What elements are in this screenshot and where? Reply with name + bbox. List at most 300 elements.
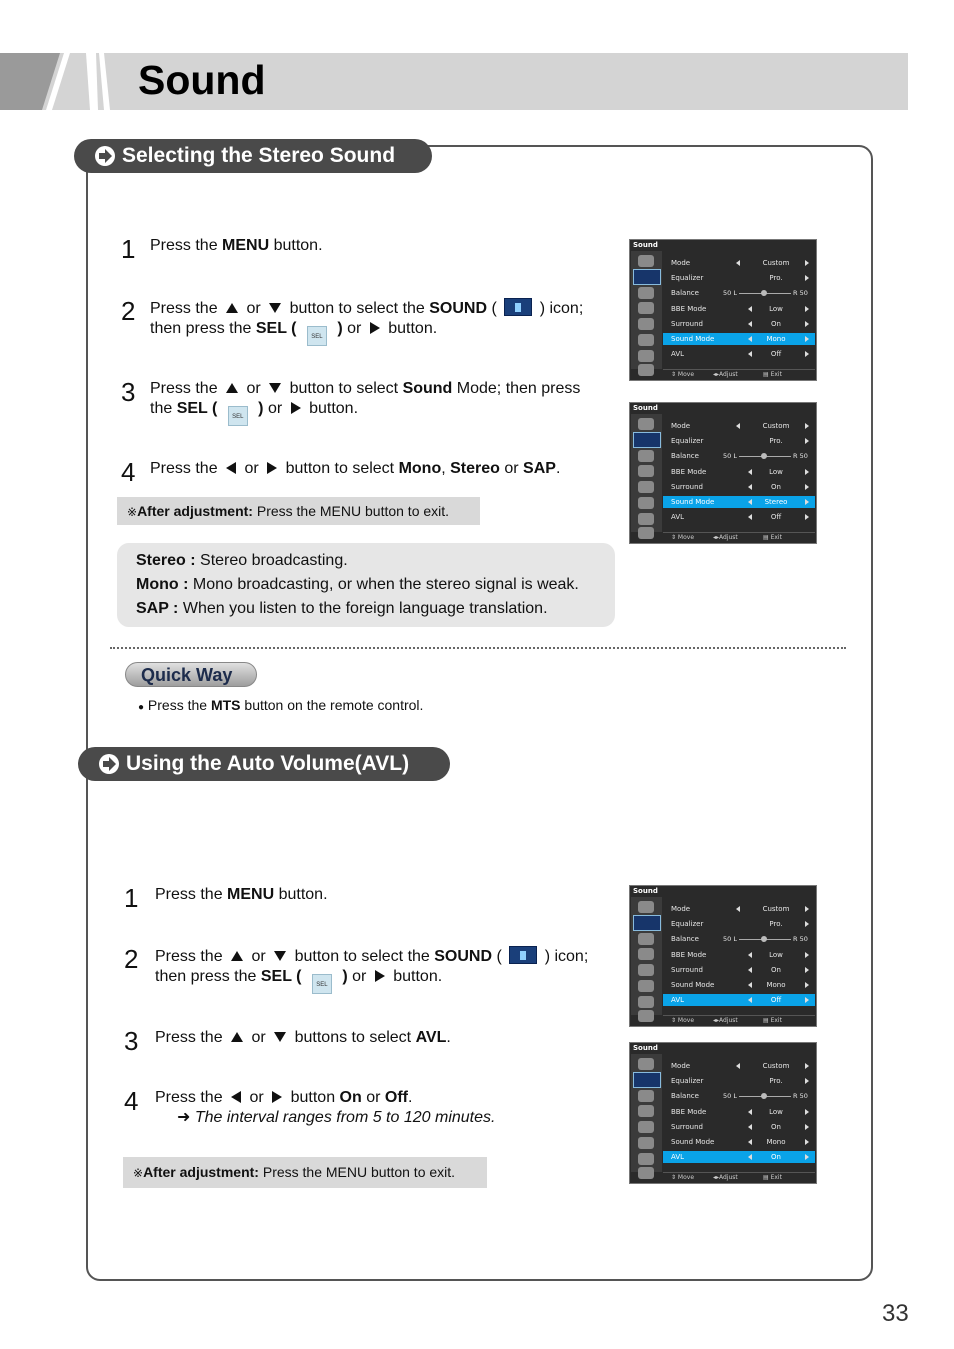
sel-button-icon: SEL	[307, 326, 327, 346]
osd-menu-icon	[638, 996, 654, 1008]
osd-row-label: Surround	[671, 1123, 703, 1131]
text-bold: Off	[384, 1089, 408, 1106]
osd-menu-icon	[638, 980, 654, 992]
page-number: 33	[882, 1300, 909, 1327]
osd-row-value: On	[771, 483, 781, 491]
step-text	[155, 946, 610, 994]
osd-menu-row	[663, 272, 815, 284]
osd-row-label: Mode	[671, 1062, 691, 1070]
definition-desc: Stereo broadcasting.	[195, 552, 348, 569]
text: button.	[269, 237, 323, 254]
osd-balance-left: 50 L	[723, 1092, 737, 1100]
text: button to select	[281, 460, 399, 477]
definition-term: Stereo :	[136, 552, 196, 569]
osd-footer-adjust: ◂▸Adjust	[713, 371, 738, 378]
osd-menu-row	[663, 511, 815, 523]
osd-sound-menu-screen	[629, 239, 817, 381]
osd-row-label: BBE Mode	[671, 468, 707, 476]
bullet: ●	[138, 702, 145, 713]
osd-balance-left: 50 L	[723, 452, 737, 460]
right-arrow-icon	[370, 322, 380, 334]
osd-row-label: Balance	[671, 452, 699, 460]
text: the	[150, 400, 177, 417]
osd-footer-move: ⇕ Move	[671, 371, 695, 378]
osd-row-value: On	[771, 1153, 781, 1161]
up-arrow-icon	[226, 383, 238, 393]
osd-menu-icon	[638, 901, 654, 913]
section-heading-stereo	[74, 139, 432, 173]
section-heading-avl	[78, 747, 450, 781]
text: or	[247, 948, 271, 965]
osd-row-label: Sound Mode	[671, 498, 715, 506]
osd-row-value: Stereo	[764, 498, 788, 506]
osd-sound-menu-screen	[629, 885, 817, 1027]
text: button.	[388, 968, 443, 985]
osd-row-value: Custom	[762, 905, 790, 913]
osd-menu-row	[663, 481, 815, 493]
text: then press the	[155, 968, 261, 985]
osd-row-label: AVL	[671, 996, 685, 1004]
osd-menu-icon	[638, 1105, 654, 1117]
osd-menu-icon	[638, 364, 654, 376]
text-bold: On	[339, 1089, 362, 1106]
osd-right-arrow-icon	[805, 1139, 809, 1145]
osd-right-arrow-icon	[805, 906, 809, 912]
text-bold: AVL	[415, 1029, 447, 1046]
osd-row-value: Off	[770, 513, 782, 521]
osd-left-arrow-icon	[736, 423, 740, 429]
osd-left-arrow-icon	[748, 952, 752, 958]
osd-menu-icon	[638, 255, 654, 267]
right-arrow-icon	[375, 970, 385, 982]
osd-row-value: Low	[769, 951, 783, 959]
osd-row-value: Low	[769, 305, 783, 313]
osd-left-arrow-icon	[748, 469, 752, 475]
down-arrow-icon	[269, 383, 281, 393]
osd-footer	[663, 532, 815, 541]
text: or	[342, 320, 366, 337]
osd-menu-icon	[638, 418, 654, 430]
text-bold: SEL (	[260, 968, 306, 985]
osd-menu-icon	[638, 1010, 654, 1022]
definition-sap	[136, 597, 615, 621]
osd-row-value: Custom	[762, 422, 790, 430]
osd-menu-row	[663, 1136, 815, 1148]
page-title: Sound	[138, 57, 266, 103]
osd-menu-row	[663, 420, 815, 432]
note-text: Press the MENU button to exit.	[258, 1164, 456, 1180]
step-text	[155, 1028, 451, 1048]
osd-balance-knob	[761, 453, 767, 459]
step-number: 1	[121, 234, 136, 264]
osd-balance-right: R 50	[793, 1092, 808, 1100]
section-heading-text: Selecting the Stereo Sound	[122, 144, 396, 167]
text: Press the	[155, 1089, 228, 1106]
text: button to select	[285, 380, 403, 397]
osd-balance-left: 50 L	[723, 935, 737, 943]
osd-menu-icon	[638, 1121, 654, 1133]
left-arrow-icon	[226, 462, 236, 474]
text: Press the	[155, 948, 228, 965]
left-arrow-icon	[231, 1091, 241, 1103]
osd-row-label: Equalizer	[671, 274, 704, 282]
text-bold: Sound	[402, 380, 453, 397]
osd-menu-row	[663, 496, 815, 508]
osd-footer-move: ⇕ Move	[671, 1017, 695, 1024]
text: ) icon;	[535, 300, 584, 317]
text: Press the	[144, 697, 211, 713]
osd-menu-row	[663, 1151, 815, 1163]
osd-row-label: Sound Mode	[671, 335, 715, 343]
text: button to select the	[285, 300, 430, 317]
osd-menu-icon	[638, 465, 654, 477]
text: button	[286, 1089, 340, 1106]
header-stripes-graphic	[0, 53, 120, 110]
text-bold: SEL (	[176, 400, 222, 417]
osd-menu-icon	[638, 497, 654, 509]
osd-menu-icon	[638, 527, 654, 539]
text: .	[555, 460, 561, 477]
text: or	[247, 1029, 271, 1046]
osd-left-arrow-icon	[736, 260, 740, 266]
definition-desc: Mono broadcasting, or when the stereo signal is weak.	[188, 576, 579, 593]
osd-left-arrow-icon	[748, 306, 752, 312]
text-bold: Mono	[398, 460, 442, 477]
text: or	[242, 380, 266, 397]
text: button.	[383, 320, 438, 337]
text-bold: SEL (	[255, 320, 301, 337]
osd-row-value: Mono	[766, 981, 786, 989]
osd-row-label: BBE Mode	[671, 305, 707, 313]
osd-row-value: Pro.	[769, 274, 783, 282]
text-bold: )	[337, 968, 348, 985]
osd-menu-row	[663, 348, 815, 360]
osd-menu-row	[663, 1106, 815, 1118]
osd-menu-icon	[638, 513, 654, 525]
osd-row-value: Pro.	[769, 1077, 783, 1085]
text: buttons to select	[290, 1029, 416, 1046]
arrow-right-icon: ➜	[177, 1109, 191, 1126]
osd-footer-exit: ▤ Exit	[763, 371, 782, 378]
osd-left-arrow-icon	[748, 514, 752, 520]
osd-footer-adjust: ◂▸Adjust	[713, 1174, 738, 1181]
text: or	[499, 460, 524, 477]
osd-right-arrow-icon	[805, 952, 809, 958]
osd-sound-menu-screen	[629, 1042, 817, 1184]
text: ,	[441, 460, 451, 477]
text: Press the	[150, 300, 223, 317]
definition-mono	[136, 573, 615, 597]
osd-sound-icon	[633, 915, 661, 931]
osd-left-arrow-icon	[748, 484, 752, 490]
text: Press the	[155, 1029, 228, 1046]
osd-menu-icon	[638, 450, 654, 462]
osd-balance-left: 50 L	[723, 289, 737, 297]
osd-row-value: Custom	[762, 259, 790, 267]
osd-footer-adjust: ◂▸Adjust	[713, 534, 738, 541]
osd-left-arrow-icon	[748, 1109, 752, 1115]
step-number: 3	[124, 1026, 139, 1056]
osd-right-arrow-icon	[805, 351, 809, 357]
osd-menu-row	[663, 918, 815, 930]
osd-menu-icon	[638, 948, 654, 960]
osd-right-arrow-icon	[805, 336, 809, 342]
text: then press the	[150, 320, 256, 337]
text-bold: SOUND	[429, 300, 488, 317]
osd-right-arrow-icon	[805, 306, 809, 312]
osd-menu-row	[663, 964, 815, 976]
sound-menu-icon	[509, 946, 537, 964]
definition-term: SAP :	[136, 600, 179, 617]
sel-button-icon: SEL	[228, 406, 248, 426]
osd-menu-icon	[638, 318, 654, 330]
osd-menu-icon	[638, 350, 654, 362]
osd-menu-icon	[638, 302, 654, 314]
step-number: 2	[124, 944, 139, 974]
text-bold: SOUND	[434, 948, 493, 965]
down-arrow-icon	[269, 303, 281, 313]
osd-right-arrow-icon	[805, 967, 809, 973]
definition-stereo	[136, 549, 615, 573]
osd-right-arrow-icon	[805, 438, 809, 444]
osd-row-value: Mono	[766, 1138, 786, 1146]
text: Press the	[150, 460, 223, 477]
osd-right-arrow-icon	[805, 514, 809, 520]
step-text	[150, 459, 560, 479]
text-bold: MENU	[227, 886, 275, 903]
right-arrow-icon	[267, 462, 277, 474]
osd-menu-row	[663, 994, 815, 1006]
osd-footer-exit: ▤ Exit	[763, 1174, 782, 1181]
osd-row-label: Surround	[671, 966, 703, 974]
osd-left-arrow-icon	[748, 1124, 752, 1130]
osd-menu-row	[663, 1060, 815, 1072]
osd-menu-row	[663, 257, 815, 269]
text-bold: MTS	[210, 697, 241, 713]
osd-menu-row	[663, 435, 815, 447]
osd-row-value: On	[771, 966, 781, 974]
osd-menu-icon	[638, 1090, 654, 1102]
osd-right-arrow-icon	[805, 469, 809, 475]
step-text	[150, 379, 610, 426]
osd-right-arrow-icon	[805, 499, 809, 505]
text-italic: The interval ranges from 5 to 120 minutes.	[194, 1109, 496, 1126]
osd-footer-exit: ▤ Exit	[763, 1017, 782, 1024]
osd-row-value: Low	[769, 468, 783, 476]
step-number: 2	[121, 296, 136, 326]
text: (	[487, 300, 502, 317]
osd-balance-right: R 50	[793, 289, 808, 297]
right-arrow-icon	[291, 402, 301, 414]
up-arrow-icon	[231, 951, 243, 961]
osd-menu-icon	[638, 1058, 654, 1070]
osd-row-value: Low	[769, 1108, 783, 1116]
osd-left-arrow-icon	[748, 967, 752, 973]
osd-footer-move: ⇕ Move	[671, 1174, 695, 1181]
osd-right-arrow-icon	[805, 275, 809, 281]
osd-title: Sound	[633, 1044, 658, 1052]
arrow-circle-icon	[98, 753, 120, 775]
osd-row-label: Sound Mode	[671, 1138, 715, 1146]
osd-row-label: Equalizer	[671, 1077, 704, 1085]
quick-way-badge: Quick Way	[125, 662, 257, 687]
osd-right-arrow-icon	[805, 1063, 809, 1069]
osd-right-arrow-icon	[805, 1124, 809, 1130]
osd-left-arrow-icon	[736, 906, 740, 912]
text: button.	[274, 886, 328, 903]
osd-right-arrow-icon	[805, 1109, 809, 1115]
osd-row-value: Custom	[762, 1062, 790, 1070]
osd-sound-icon	[633, 269, 661, 285]
text: button.	[304, 400, 359, 417]
text: .	[446, 1029, 451, 1046]
osd-row-label: Balance	[671, 1092, 699, 1100]
osd-right-arrow-icon	[805, 1078, 809, 1084]
osd-right-arrow-icon	[805, 921, 809, 927]
after-adjustment-note	[117, 497, 480, 525]
osd-right-arrow-icon	[805, 423, 809, 429]
after-adjustment-note	[123, 1157, 487, 1188]
osd-row-value: On	[771, 1123, 781, 1131]
osd-footer	[663, 369, 815, 378]
text: or	[347, 968, 371, 985]
definition-desc: When you listen to the foreign language translation.	[178, 600, 548, 617]
osd-row-label: Sound Mode	[671, 981, 715, 989]
osd-row-value: Pro.	[769, 920, 783, 928]
up-arrow-icon	[231, 1032, 243, 1042]
osd-footer	[663, 1015, 815, 1024]
osd-menu-row	[663, 903, 815, 915]
up-arrow-icon	[226, 303, 238, 313]
text: button on the remote control.	[240, 697, 424, 713]
osd-menu-icon	[638, 1137, 654, 1149]
down-arrow-icon	[274, 1032, 286, 1042]
text: or	[361, 1089, 385, 1106]
osd-left-arrow-icon	[748, 1154, 752, 1160]
osd-balance-knob	[761, 1093, 767, 1099]
osd-row-value: Off	[770, 350, 782, 358]
text: button to select the	[290, 948, 435, 965]
osd-right-arrow-icon	[805, 484, 809, 490]
osd-menu-row	[663, 333, 815, 345]
text-bold: MENU	[222, 237, 270, 254]
osd-row-label: AVL	[671, 513, 685, 521]
osd-sidebar	[631, 1054, 662, 1172]
osd-row-value: Pro.	[769, 437, 783, 445]
osd-menu-icon	[638, 1167, 654, 1179]
osd-right-arrow-icon	[805, 321, 809, 327]
text: or	[240, 460, 264, 477]
osd-menu-icon	[638, 481, 654, 493]
osd-menu-icon	[638, 287, 654, 299]
osd-footer	[663, 1172, 815, 1181]
osd-row-label: Balance	[671, 935, 699, 943]
osd-sound-menu-screen	[629, 402, 817, 544]
osd-menu-row	[663, 1121, 815, 1133]
note-text: Press the MENU button to exit.	[252, 503, 450, 519]
osd-title: Sound	[633, 404, 658, 412]
osd-sidebar	[631, 414, 662, 532]
text-bold: )	[332, 320, 343, 337]
osd-left-arrow-icon	[736, 1063, 740, 1069]
osd-row-label: AVL	[671, 350, 685, 358]
osd-right-arrow-icon	[805, 997, 809, 1003]
osd-row-label: BBE Mode	[671, 951, 707, 959]
text-bold: SAP	[523, 460, 556, 477]
osd-menu-row	[663, 466, 815, 478]
osd-row-label: Mode	[671, 422, 691, 430]
text: Mode; then press	[452, 380, 581, 397]
osd-title: Sound	[633, 887, 658, 895]
step-text	[155, 885, 328, 905]
note-symbol: ※	[127, 505, 138, 519]
osd-footer-adjust: ◂▸Adjust	[713, 1017, 738, 1024]
text: (	[492, 948, 507, 965]
definitions-box	[117, 543, 615, 627]
text: or	[263, 400, 287, 417]
osd-sidebar	[631, 897, 662, 1015]
osd-menu-row	[663, 287, 815, 299]
osd-sound-icon	[633, 432, 661, 448]
osd-menu-row	[663, 979, 815, 991]
sel-button-icon: SEL	[312, 974, 332, 994]
osd-balance-knob	[761, 936, 767, 942]
osd-right-arrow-icon	[805, 982, 809, 988]
osd-menu-row	[663, 1090, 815, 1102]
text: or	[245, 1089, 269, 1106]
osd-row-label: Balance	[671, 289, 699, 297]
text: .	[407, 1089, 413, 1106]
osd-row-label: BBE Mode	[671, 1108, 707, 1116]
text-bold: Stereo	[450, 460, 500, 477]
osd-menu-row	[663, 949, 815, 961]
osd-right-arrow-icon	[805, 1154, 809, 1160]
osd-menu-icon	[638, 964, 654, 976]
osd-left-arrow-icon	[748, 997, 752, 1003]
osd-row-label: Surround	[671, 320, 703, 328]
osd-left-arrow-icon	[748, 351, 752, 357]
quick-way-tip	[138, 696, 423, 717]
osd-left-arrow-icon	[748, 982, 752, 988]
osd-right-arrow-icon	[805, 260, 809, 266]
osd-menu-row	[663, 318, 815, 330]
text: Press the	[150, 380, 223, 397]
step-text	[150, 298, 600, 346]
osd-row-label: Equalizer	[671, 920, 704, 928]
osd-balance-right: R 50	[793, 935, 808, 943]
step-number: 4	[124, 1086, 139, 1116]
step-number: 4	[121, 457, 136, 487]
osd-balance-right: R 50	[793, 452, 808, 460]
step-text	[150, 236, 323, 256]
osd-footer-exit: ▤ Exit	[763, 534, 782, 541]
osd-menu-icon	[638, 1153, 654, 1165]
step-number: 1	[124, 883, 139, 913]
osd-left-arrow-icon	[748, 336, 752, 342]
osd-menu-row	[663, 450, 815, 462]
right-arrow-icon	[272, 1091, 282, 1103]
osd-title: Sound	[633, 241, 658, 249]
osd-menu-icon	[638, 933, 654, 945]
header-band	[0, 53, 908, 110]
down-arrow-icon	[274, 951, 286, 961]
step-number: 3	[121, 377, 136, 407]
osd-left-arrow-icon	[748, 321, 752, 327]
osd-row-value: On	[771, 320, 781, 328]
osd-menu-icon	[638, 334, 654, 346]
arrow-circle-icon	[94, 145, 116, 167]
osd-menu-row	[663, 1075, 815, 1087]
